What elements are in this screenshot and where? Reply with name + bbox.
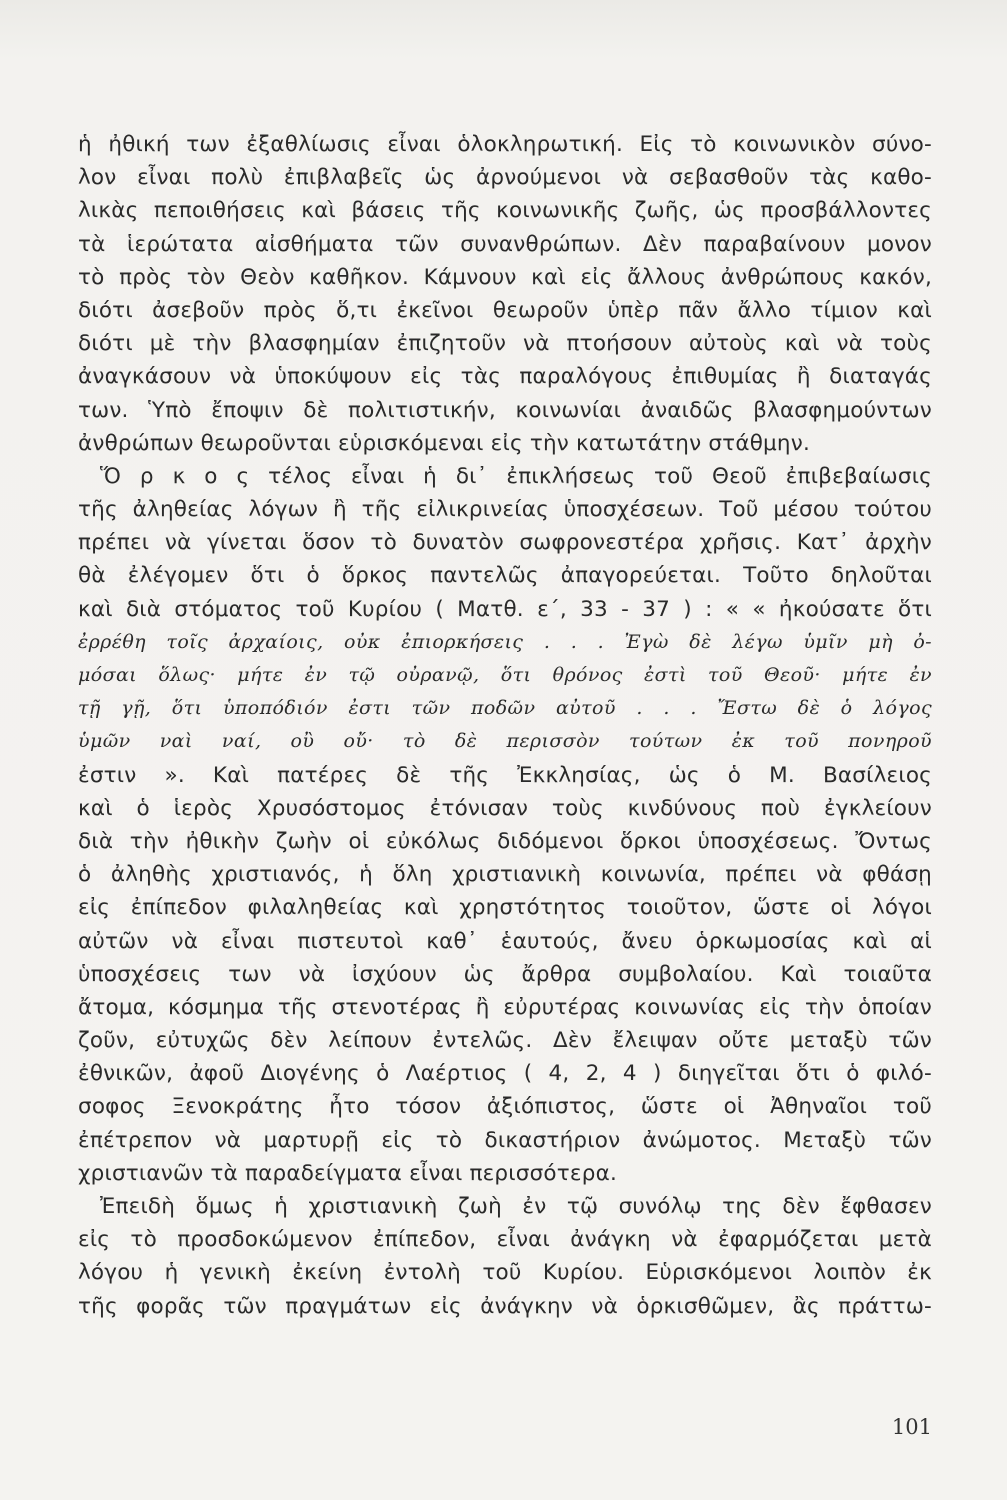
text-line: καὶ διὰ στόματος τοῦ Κυρίου ( Ματθ. ε΄, 33 - 37 ) : « « ἠκούσατε ὅτι [78, 596, 932, 622]
text-line: λικὰς πεποιθήσεις καὶ βάσεις τῆς κοινωνικῆς ζωῆς, ὡς προσβάλλοντες [78, 198, 932, 224]
text-line: αὐτῶν νὰ εἶναι πιστευτοὶ καθ᾽ ἑαυτούς, ἄνευ ὁρκωμοσίας καὶ αἱ [78, 928, 932, 954]
text-line: των. Ὑπὸ ἔποψιν δὲ πολιτιστικήν, κοινωνίαι ἀναιδῶς βλασφημούντων [78, 397, 932, 423]
text-line: σοφος Ξενοκράτης ἦτο τόσον ἀξιόπιστος, ὥστε οἱ Ἀθηναῖοι τοῦ [78, 1094, 932, 1120]
text-line: ὁ ἀληθὴς χριστιανός, ἡ ὅλη χριστιανικὴ κοινωνία, πρέπει νὰ φθάσῃ [78, 862, 932, 888]
text-line: τῆς ἀληθείας λόγων ἢ τῆς εἰλικρινείας ὑποσχέσεων. Τοῦ μέσου τούτου [78, 497, 932, 523]
text-line: καὶ ὁ ἱερὸς Χρυσόστομος ἐτόνισαν τοὺς κινδύνους ποὺ ἐγκλείουν [78, 795, 932, 821]
text-line: Ἐπειδὴ ὅμως ἡ χριστιανικὴ ζωὴ ἐν τῷ συνόλῳ της δὲν ἔφθασεν [100, 1194, 932, 1219]
text-line: λόγου ἡ γενικὴ ἐκείνη ἐντολὴ τοῦ Κυρίου. Εὑρισκόμενοι λοιπὸν ἐκ [78, 1260, 932, 1286]
text-line: θὰ ἐλέγομεν ὅτι ὁ ὅρκος παντελῶς ἀπαγορεύεται. Τοῦτο δηλοῦται [78, 563, 932, 589]
text-line: εἰς ἐπίπεδον φιλαληθείας καὶ χρηστότητος τοιοῦτον, ὥστε οἱ λόγοι [78, 895, 932, 921]
text-line: μόσαι ὅλως· μήτε ἐν τῷ οὐρανῷ, ὅτι θρόνος ἐστὶ τοῦ Θεοῦ· μήτε ἐν [78, 664, 932, 686]
text-line: ἐθνικῶν, ἀφοῦ Διογένης ὁ Λαέρτιος ( 4, 2, 4 ) διηγεῖται ὅτι ὁ φιλό- [78, 1061, 932, 1087]
text-line: διότι μὲ τὴν βλασφημίαν ἐπιζητοῦν νὰ πτοήσουν αὐτοὺς καὶ νὰ τοὺς [78, 331, 932, 357]
text-line: ἄτομα, κόσμημα τῆς στενοτέρας ἢ εὐρυτέρας κοινωνίας εἰς τὴν ὁποίαν [78, 994, 932, 1020]
text-line: διότι ἀσεβοῦν πρὸς ὅ,τι ἐκεῖνοι θεωροῦν ὑπὲρ πᾶν ἄλλο τίμιον καὶ [78, 297, 932, 323]
text-line: ἀνθρώπων θεωροῦνται εὑρισκόμεναι εἰς τὴν κατωτάτην στάθμην. [78, 430, 810, 456]
text-line: ἀναγκάσουν νὰ ὑποκύψουν εἰς τὰς παραλόγους ἐπιθυμίας ἢ διαταγάς [78, 364, 932, 390]
text-line: διὰ τὴν ἠθικὴν ζωὴν οἱ εὐκόλως διδόμενοι ὅρκοι ὑποσχέσεως. Ὄντως [78, 828, 932, 854]
text-line: ἐπέτρεπον νὰ μαρτυρῇ εἰς τὸ δικαστήριον ἀνώμοτος. Μεταξὺ τῶν [78, 1127, 932, 1153]
text-line: λον εἶναι πολὺ ἐπιβλαβεῖς ὡς ἀρνούμενοι νὰ σεβασθοῦν τὰς καθο- [78, 165, 932, 191]
text-line: τὰ ἱερώτατα αἰσθήματα τῶν συνανθρώπων. Δὲν παραβαίνουν μονον [78, 231, 932, 257]
body-text [78, 128, 932, 1323]
text-line: τῆς φορᾶς τῶν πραγμάτων εἰς ἀνάγκην νὰ ὁρκισθῶμεν, ἂς πράττω- [78, 1293, 932, 1319]
text-line: τὸ πρὸς τὸν Θεὸν καθῆκον. Κάμνουν καὶ εἰς ἄλλους ἀνθρώπους κακόν, [78, 264, 932, 290]
text-line: ἡ ἠθική των ἐξαθλίωσις εἶναι ὁλοκληρωτική. Εἰς τὸ κοινωνικὸν σύνο- [78, 132, 932, 157]
text-line: ἐστιν ». Καὶ πατέρες δὲ τῆς Ἐκκλησίας, ὡς ὁ Μ. Βασίλειος [78, 762, 932, 788]
text-line: ἐρρέθη τοῖς ἀρχαίοις, οὐκ ἐπιορκήσεις . . . Ἐγὼ δὲ λέγω ὑμῖν μὴ ὀ- [78, 630, 932, 653]
page-number: 101 [891, 1415, 932, 1439]
text-line: χριστιανῶν τὰ παραδείγματα εἶναι περισσότερα. [78, 1160, 617, 1186]
text-line: ὑμῶν ναὶ ναί, οὒ οὔ· τὸ δὲ περισσὸν τούτων ἐκ τοῦ πονηροῦ [78, 730, 932, 753]
text-line: Ὅ ρ κ ο ς τέλος εἶναι ἡ δι᾽ ἐπικλήσεως τοῦ Θεοῦ ἐπιβεβαίωσις [100, 463, 932, 489]
text-line: ζοῦν, εὐτυχῶς δὲν λείπουν ἐντελῶς. Δὲν ἔλειψαν οὔτε μεταξὺ τῶν [78, 1028, 932, 1054]
text-line: εἰς τὸ προσδοκώμενον ἐπίπεδον, εἶναι ἀνάγκη νὰ ἐφαρμόζεται μετὰ [78, 1227, 932, 1253]
text-line: ὑποσχέσεις των νὰ ἰσχύουν ὡς ἄρθρα συμβολαίου. Καὶ τοιαῦτα [78, 961, 932, 987]
text-line: πρέπει νὰ γίνεται ὅσον τὸ δυνατὸν σωφρονεστέρα χρῆσις. Κατ᾽ ἀρχὴν [78, 530, 932, 556]
text-line: τῇ γῇ, ὅτι ὑποπόδιόν ἐστι τῶν ποδῶν αὐτοῦ . . . Ἔστω δὲ ὁ λόγος [78, 697, 932, 720]
